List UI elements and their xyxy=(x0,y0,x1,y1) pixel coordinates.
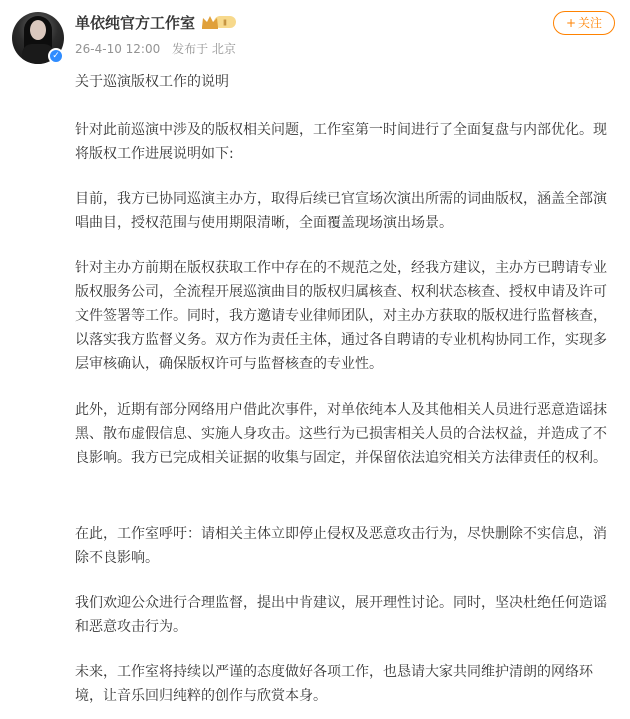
verified-icon: ✓ xyxy=(48,48,64,64)
post-timestamp[interactable]: 26-4-10 12:00 xyxy=(75,42,161,56)
post-location: 发布于 北京 xyxy=(172,42,236,56)
avatar-face xyxy=(30,20,46,40)
post-meta xyxy=(75,40,244,57)
follow-button[interactable] xyxy=(553,11,615,35)
post-paragraph: 在此，工作室呼吁：请相关主体立即停止侵权及恶意攻击行为，尽快删除不实信息，消除不良影响。 xyxy=(75,526,607,566)
post-paragraph: 我们欢迎公众进行合理监督，提出中肯建议，展开理性讨论。同时，坚决杜绝任何造谣和恶意攻击行为。 xyxy=(75,595,607,635)
plus-icon: + xyxy=(565,16,577,30)
post-paragraph: 针对主办方前期在版权获取工作中存在的不规范之处，经我方建议，主办方已聘请专业版权服务公司，全流程开展巡演曲目的版权归属核查、权利状态核查、授权申请及许可文件签署等工作。同时，我方邀请专业律师团队，对主办方获取的版权进行监督核查，以落实我方监督义务。双方作为责任主体，通过各自聘请的专业机构协同工作，实现多层审核确认，确保版权许可与监督核查的专业性。 xyxy=(75,260,607,372)
post-title: 关于巡演版权工作的说明 xyxy=(75,74,229,90)
author-name[interactable]: 单依纯官方工作室 xyxy=(75,14,196,32)
post-paragraph: 针对此前巡演中涉及的版权相关问题，工作室第一时间进行了全面复盘与内部优化。现将版权工作进展说明如下: xyxy=(75,122,607,162)
svg-text:Ⅱ: Ⅱ xyxy=(223,18,227,28)
crown-vip-icon[interactable] xyxy=(200,13,238,31)
post-paragraph: 此外，近期有部分网络用户借此次事件，对单依纯本人及其他相关人员进行恶意造谣抹黑、散布虚假信息、实施人身攻击。这些行为已损害相关人员的合法权益，并造成了不良影响。我方已完成相关证据的收集与固定，并保留依法追究相关方法律责任的权利。 xyxy=(75,402,607,466)
post-header xyxy=(0,0,630,70)
post-paragraph: 目前，我方已协同巡演主办方，取得后续已官宣场次演出所需的词曲版权，涵盖全部演唱曲目，授权范围与使用期限清晰，全面覆盖现场演出场景。 xyxy=(75,191,607,231)
post-paragraph: 未来，工作室将持续以严谨的态度做好各项工作，也恳请大家共同维护清朗的网络环境，让音乐回归纯粹的创作与欣赏本身。 xyxy=(75,664,593,704)
follow-label: 关注 xyxy=(578,16,603,30)
